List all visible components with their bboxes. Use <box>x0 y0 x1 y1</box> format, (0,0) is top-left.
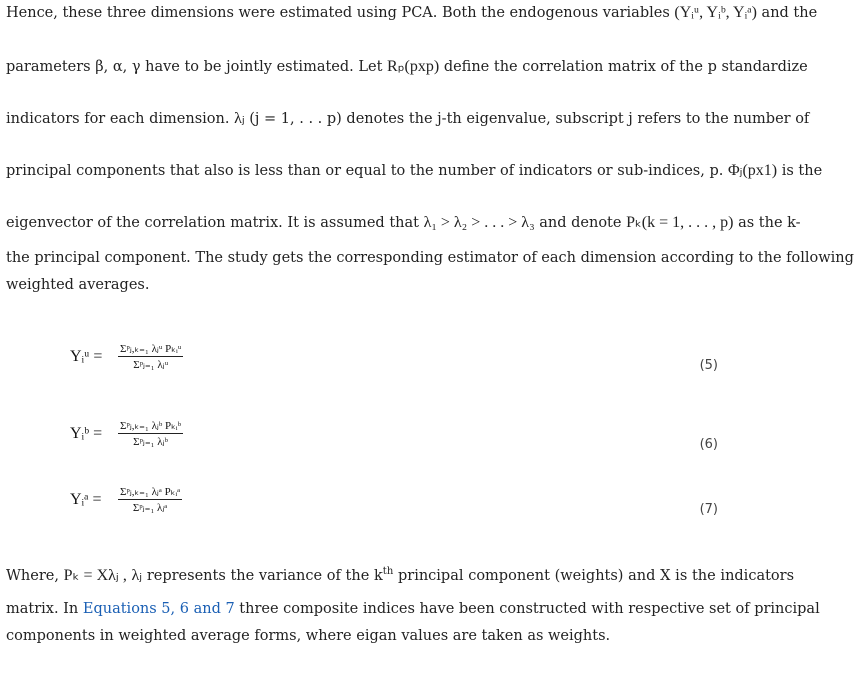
equation-5-denominator: Σᵖⱼ₌₁ λⱼᵘ <box>133 359 169 371</box>
p1-l1-text: Hence, these three dimensions were estimated using PCA. Both the endogenous variables <box>6 5 670 21</box>
p1-l3-tail: (j = 1, . . . p) denotes the j-th eigenvalue, subscript j refers to the number of <box>249 111 810 127</box>
equation-5-number: (5) <box>699 358 718 373</box>
p2-l2-tail: three composite indices have been constructed with respective set of principal <box>239 601 820 617</box>
p1-line-2 <box>6 56 808 76</box>
p1-l5-text: eigenvector of the correlation matrix. It is assumed that <box>6 215 419 231</box>
p1-l4-text: principal components that also is less than or equal to the number of indicators or sub-indices, p. <box>6 163 724 179</box>
eigenvector-symbol: Φⱼ(px1) <box>727 162 778 179</box>
equation-7-number: (7) <box>699 502 718 517</box>
equation-7-fraction <box>118 485 182 514</box>
p1-l6-text: the principal component. The study gets the corresponding estimator of each dimension according to the following <box>6 250 854 266</box>
equations-link[interactable]: Equations 5, 6 and 7 <box>82 601 235 617</box>
p2-l1-tail: principal component (weights) and X is the indicators <box>397 568 795 584</box>
th-superscript: th <box>382 566 394 578</box>
equation-7-numerator: Σᵖⱼ,ₖ₌₁ λⱼᵃ Pₖᵢᵃ <box>120 486 181 498</box>
equation-5-numerator: Σᵖⱼ,ₖ₌₁ λⱼᵘ Pₖᵢᵘ <box>120 343 182 355</box>
p1-line-5 <box>6 212 801 232</box>
p2-line-3 <box>6 628 794 644</box>
pk-definition: Pₖ = Xλⱼ , <box>63 567 127 584</box>
p1-line-4 <box>6 160 823 180</box>
p1-l3-text: indicators for each dimension. <box>6 111 230 127</box>
equation-7-denominator: Σᵖⱼ₌₁ λⱼᵃ <box>132 502 168 514</box>
equation-6-denominator: Σᵖⱼ₌₁ λⱼᵇ <box>133 436 168 448</box>
p2-l1-mid: represents the variance of the k <box>146 568 383 584</box>
p2-l2-text: matrix. In <box>6 601 79 617</box>
p1-l5-tail: as the k- <box>738 215 801 231</box>
equation-6-number: (6) <box>699 437 718 452</box>
p1-l2-tail: define the correlation matrix of the p standardize <box>443 59 808 75</box>
p2-l3-text: components in weighted average forms, where eigan values are taken as weights. <box>6 628 611 644</box>
equation-6-numerator: Σᵖⱼ,ₖ₌₁ λⱼᵇ Pₖᵢᵇ <box>120 420 181 432</box>
principal-component-symbol: Pₖ(k = 1, . . . , p) <box>626 214 734 231</box>
equation-6-lhs: Yᵢᵇ = <box>70 425 103 442</box>
p1-l5-mid: and denote <box>539 215 622 231</box>
p1-line-3 <box>6 108 810 128</box>
p1-line-1 <box>6 4 818 22</box>
p2-l1-text: Where, <box>6 568 59 584</box>
endogenous-variables: (Yᵢᵘ, Yᵢᵇ, Yᵢᵃ) <box>674 4 757 21</box>
p1-l1-tail: and the <box>761 5 818 21</box>
p1-line-7 <box>6 277 794 293</box>
equation-5-lhs: Yᵢᵘ = <box>70 348 103 365</box>
p2-line-2 <box>6 601 820 617</box>
p1-l2-text: parameters β, α, γ have to be jointly estimated. Let <box>6 59 383 75</box>
p1-l4-tail: is the <box>781 163 823 179</box>
eigenvalue-symbol: λⱼ <box>234 110 245 127</box>
p2-line-1 <box>6 565 794 585</box>
equation-7-lhs: Yᵢᵃ = <box>70 491 102 508</box>
equation-5-fraction <box>118 342 183 371</box>
correlation-matrix-symbol: Rₚ(pxp) <box>387 58 440 75</box>
equation-6-fraction <box>118 419 183 448</box>
p1-l7-text: weighted averages. <box>6 277 150 293</box>
lambda-symbol: λⱼ <box>131 567 143 584</box>
eigenvalue-order: λ₁ > λ₂ > . . . > λ₃ <box>423 214 535 231</box>
p1-line-6 <box>6 250 854 266</box>
